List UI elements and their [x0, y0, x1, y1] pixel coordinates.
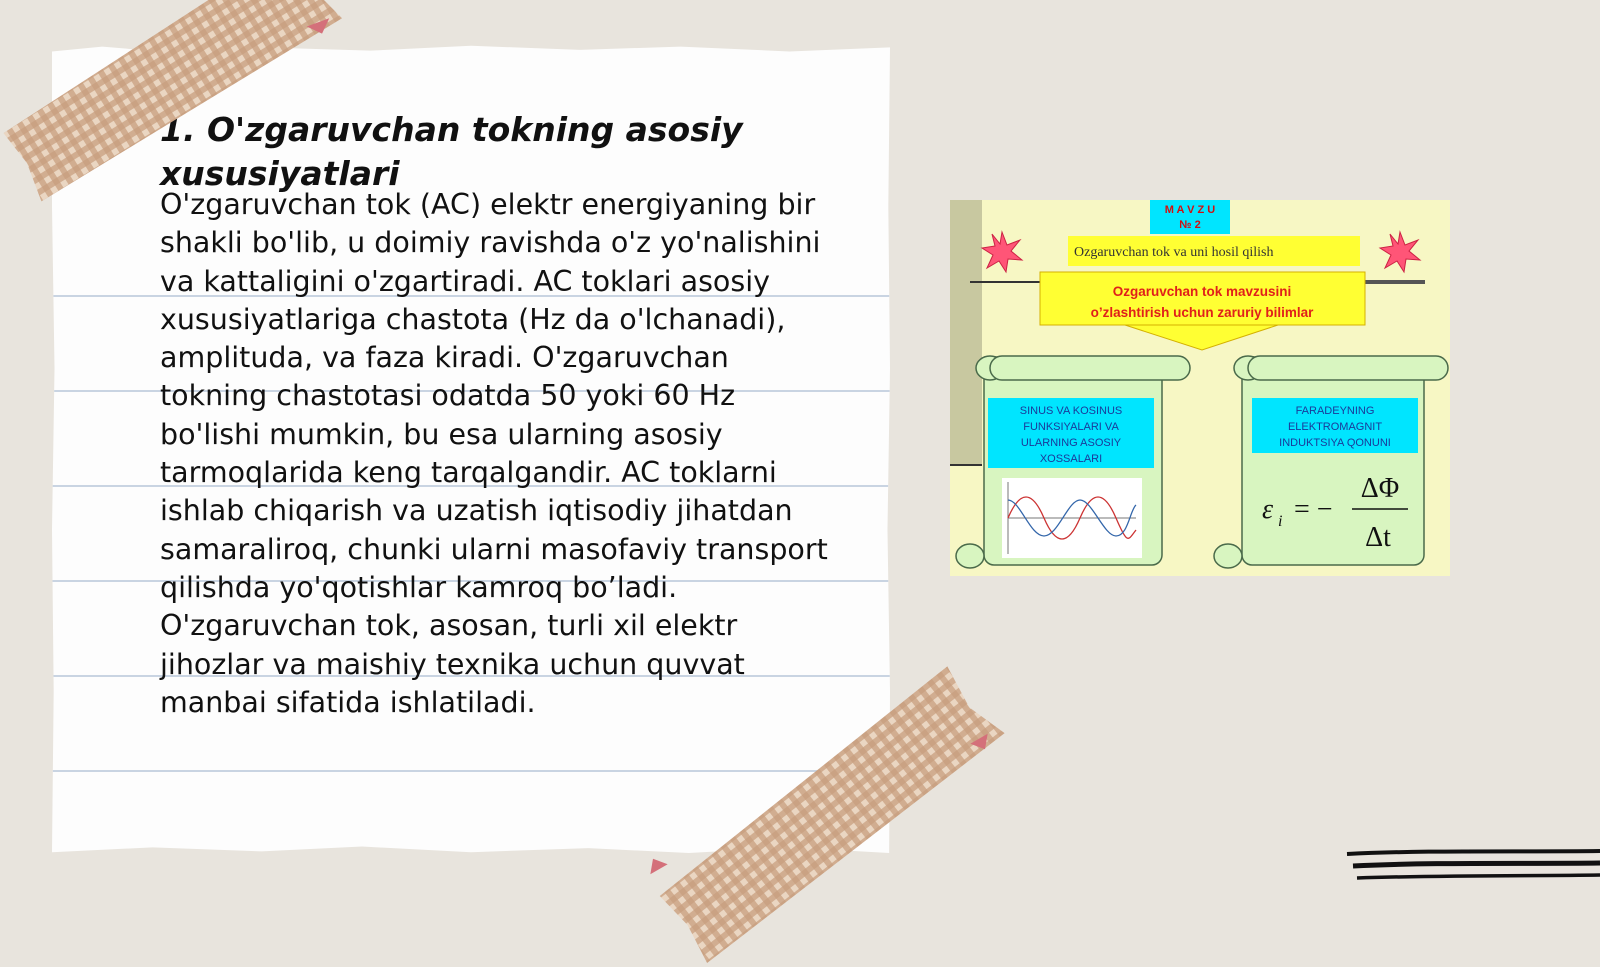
left-box-line: SINUS VA KOSINUS — [1019, 405, 1123, 417]
banner-line-2: o’zlashtirish uchun zaruriy bilimlar — [1090, 305, 1314, 320]
diagram-side-bar — [950, 200, 982, 465]
paper-rule — [52, 770, 890, 772]
slide-title: 1. O'zgaruvchan tokning asosiy xususiyatlari — [160, 110, 743, 193]
slide-body-text: O'zgaruvchan tok (AC) elektr energiyaning bir shakli bo'lib, u doimiy ravishda o'z yo'nalishini va kattaligini o'zgartiradi. AC toklari asosiy xususiyatlariga chastota (Hz da o'lchanadi), amplituda, va faza kiradi. O'zgaruvchan tokning chastotasi odatda 50 yoki 60 Hz bo'lishi mumkin, bu esa ularning asosiy tarmoqlarida keng tarqalgandir. AC toklarni ishlab chiqarish va uzatish iqtisodiy jihatdan samaraliroq, chunki ularni masofaviy transport qilishda yo'qotishlar kamroq bo’ladi. O'zgaruvchan tok, asosan, turli xil elektr jihozlar va maishiy texnika uchun quvvat manbai sifatida ishlatiladi. — [160, 188, 828, 719]
left-box-line: ULARNING ASOSIY — [1020, 437, 1122, 449]
left-box-line: FUNKSIYALARI VA — [1023, 421, 1119, 433]
topic-text: Ozgaruvchan tok va uni hosil qilish — [1074, 245, 1274, 260]
left-scroll — [956, 356, 1190, 568]
right-box-line: FARADEYNING — [1295, 405, 1375, 417]
right-scroll — [1214, 356, 1448, 568]
formula-lhs: ε — [1262, 494, 1274, 525]
banner-line-1: Ozgaruvchan tok mavzusini — [1112, 284, 1292, 299]
tape-corner-accent — [644, 854, 667, 874]
formula-numerator: ΔΦ — [1360, 473, 1400, 504]
banner-arrow — [1125, 325, 1278, 350]
mavzu-label: M A V Z U — [1164, 204, 1216, 216]
brush-strokes-decoration — [1345, 848, 1600, 892]
starburst-icon — [982, 232, 1022, 272]
right-box-line: ELEKTROMAGNIT — [1287, 421, 1383, 433]
starburst-icon — [1380, 232, 1420, 272]
mavzu-number: № 2 — [1179, 219, 1201, 231]
formula-eq: = − — [1294, 494, 1333, 525]
formula-denominator: Δt — [1365, 522, 1391, 553]
left-box-line: XOSSALARI — [1039, 453, 1103, 465]
ac-topic-diagram — [950, 200, 1450, 576]
formula-sub: i — [1278, 513, 1283, 530]
right-box-line: INDUKTSIYA QONUNI — [1279, 437, 1391, 449]
